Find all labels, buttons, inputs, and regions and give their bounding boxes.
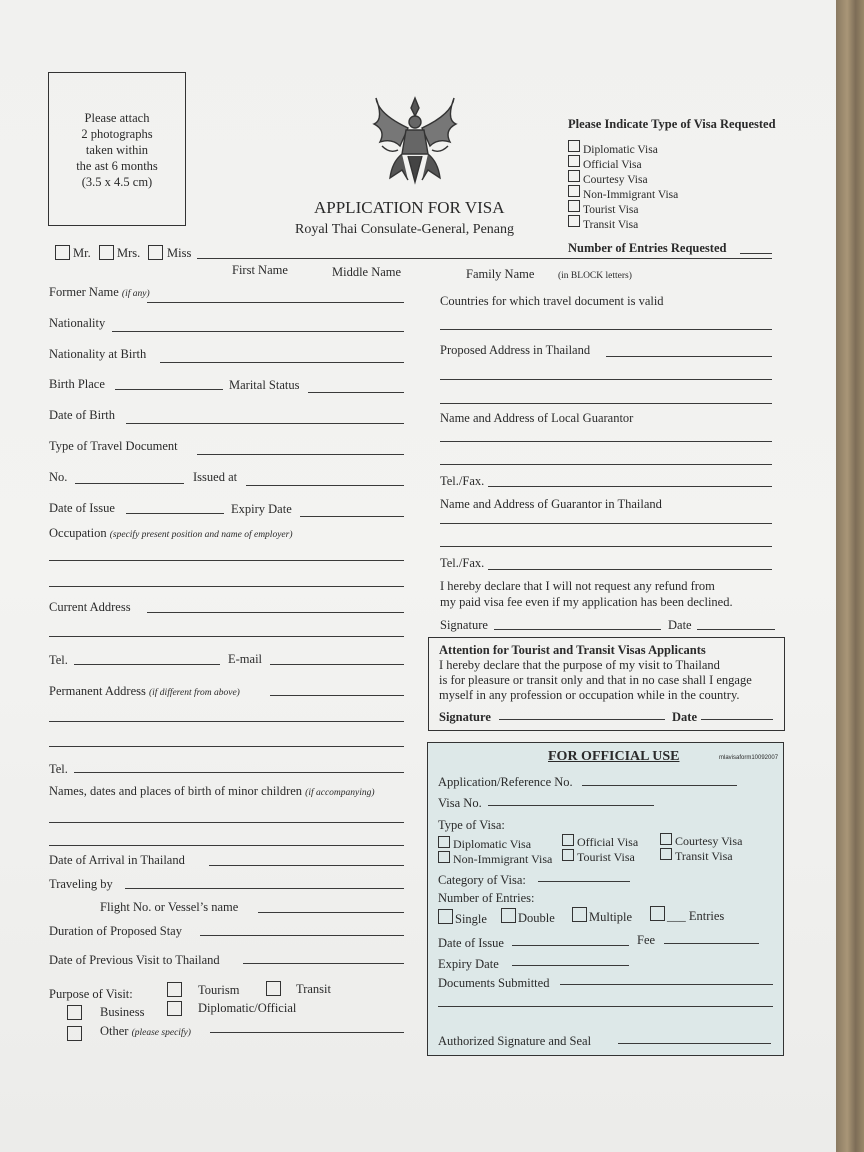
- visa-type-heading: Please Indicate Type of Visa Requested: [568, 117, 776, 131]
- attention-signature-field[interactable]: [499, 719, 665, 720]
- diplomatic-official-checkbox[interactable]: [167, 1001, 182, 1016]
- permanent-address-text: Permanent Address: [49, 684, 146, 698]
- number-of-entries-label: Number of Entries:: [438, 891, 535, 905]
- tel2-label: Tel.: [49, 762, 68, 776]
- countries-valid-field[interactable]: [440, 329, 772, 330]
- authorized-signature-label: Authorized Signature and Seal: [438, 1034, 592, 1048]
- transit-visa-label: Transit Visa: [583, 219, 639, 231]
- official-date-of-issue-label: Date of Issue: [438, 936, 504, 950]
- traveling-by-label: Traveling by: [49, 877, 113, 891]
- fee-label: Fee: [637, 933, 656, 947]
- arrival-date-label: Date of Arrival in Thailand: [49, 853, 185, 867]
- diplomatic-visa-checkbox[interactable]: [568, 140, 580, 152]
- occupation-label: [49, 526, 293, 542]
- mr-label: Mr.: [73, 246, 91, 260]
- guarantor-thailand-field-line2[interactable]: [440, 546, 772, 547]
- former-name-text: Former Name: [49, 285, 119, 299]
- previous-visit-label: Date of Previous Visit to Thailand: [49, 953, 220, 967]
- tourist-visa-checkbox[interactable]: [568, 200, 580, 212]
- former-name-label: [49, 285, 150, 301]
- family-name-label: Family Name: [466, 267, 535, 281]
- document-no-field[interactable]: [75, 483, 184, 484]
- transit-visa-checkbox[interactable]: [568, 215, 580, 227]
- nationality-at-birth-label: Nationality at Birth: [49, 347, 147, 361]
- birth-place-label: Birth Place: [49, 377, 105, 391]
- duration-of-stay-label: Duration of Proposed Stay: [49, 924, 182, 938]
- mrs-checkbox[interactable]: [99, 245, 114, 260]
- date-of-birth-label: Date of Birth: [49, 408, 115, 422]
- official-expiry-date-field[interactable]: [512, 965, 629, 966]
- attention-line2: is for pleasure or transit only and that in no case shall I engage: [439, 673, 752, 687]
- tourism-checkbox[interactable]: [167, 982, 182, 997]
- entries-requested-field[interactable]: [740, 253, 772, 254]
- telfax1-field[interactable]: [488, 486, 772, 487]
- multiple-entry-checkbox[interactable]: [572, 907, 587, 922]
- official-tourist-checkbox[interactable]: [562, 849, 574, 861]
- proposed-address-label: Proposed Address in Thailand: [440, 343, 591, 357]
- occupation-field-line2[interactable]: [49, 586, 404, 587]
- permanent-address-field-line2[interactable]: [49, 721, 404, 722]
- non-immigrant-visa-checkbox[interactable]: [568, 185, 580, 197]
- other-checkbox[interactable]: [67, 1026, 82, 1041]
- full-name-field[interactable]: [197, 258, 772, 259]
- current-address-label: Current Address: [49, 600, 131, 614]
- travel-document-type-field[interactable]: [197, 454, 404, 455]
- flight-vessel-label: Flight No. or Vessel’s name: [100, 900, 239, 914]
- entries-requested-label: Number of Entries Requested: [568, 241, 727, 255]
- category-of-visa-label: Category of Visa:: [438, 873, 526, 887]
- date-of-issue-field[interactable]: [126, 513, 224, 514]
- official-date-of-issue-field[interactable]: [512, 945, 629, 946]
- occupation-text: Occupation: [49, 526, 107, 540]
- other-purpose-field[interactable]: [210, 1032, 404, 1033]
- other-note: (please specify): [131, 1028, 191, 1038]
- local-guarantor-field-line1[interactable]: [440, 441, 772, 442]
- other-text: Other: [100, 1024, 129, 1038]
- diplomatic-visa-label: Diplomatic Visa: [583, 144, 658, 156]
- former-name-field[interactable]: [147, 302, 404, 303]
- telfax2-label: Tel./Fax.: [440, 556, 485, 570]
- minor-children-field-line2[interactable]: [49, 845, 404, 846]
- tourist-visa-label: Tourist Visa: [583, 204, 639, 216]
- minor-children-text: Names, dates and places of birth of minor children: [49, 784, 303, 798]
- diplomatic-official-label: Diplomatic/Official: [198, 1001, 297, 1015]
- occupation-field-line1[interactable]: [49, 560, 404, 561]
- non-immigrant-visa-label: Non-Immigrant Visa: [583, 189, 679, 201]
- wooden-desk-edge: [836, 0, 864, 1152]
- previous-visit-field[interactable]: [243, 963, 404, 964]
- authorized-signature-field[interactable]: [618, 1043, 771, 1044]
- block-letters-note: (in BLOCK letters): [558, 271, 632, 281]
- custom-entries-checkbox[interactable]: [650, 906, 665, 921]
- tel-field[interactable]: [74, 664, 220, 665]
- photo-attachment-box: [48, 72, 186, 226]
- form-title: APPLICATION FOR VISA: [314, 198, 505, 217]
- minor-children-field-line1[interactable]: [49, 822, 404, 823]
- permanent-address-field-line1[interactable]: [270, 695, 404, 696]
- expiry-date-label: Expiry Date: [231, 502, 292, 516]
- official-visa-checkbox[interactable]: [568, 155, 580, 167]
- guarantor-thailand-field-line1[interactable]: [440, 523, 772, 524]
- issued-at-label: Issued at: [193, 470, 238, 484]
- official-visa-label: Official Visa: [583, 159, 642, 171]
- photo-instruction-line4: the ast 6 months: [76, 159, 158, 173]
- attention-heading: Attention for Tourist and Transit Visas Applicants: [439, 643, 706, 657]
- official-tourist-label: Tourist Visa: [577, 850, 635, 864]
- flight-vessel-field[interactable]: [258, 912, 404, 913]
- local-guarantor-field-line2[interactable]: [440, 464, 772, 465]
- business-checkbox[interactable]: [67, 1005, 82, 1020]
- miss-checkbox[interactable]: [148, 245, 163, 260]
- category-of-visa-field[interactable]: [538, 881, 630, 882]
- official-courtesy-label: Courtesy Visa: [675, 834, 743, 848]
- current-address-field-line1[interactable]: [147, 612, 404, 613]
- double-entry-label: Double: [518, 911, 555, 925]
- birth-place-field[interactable]: [115, 389, 223, 390]
- official-type-of-visa-label: Type of Visa:: [438, 818, 505, 832]
- consulate-name: Royal Thai Consulate-General, Penang: [295, 222, 515, 237]
- marital-status-field[interactable]: [308, 392, 404, 393]
- photo-instruction-line5: (3.5 x 4.5 cm): [81, 175, 153, 189]
- official-non-immigrant-checkbox[interactable]: [438, 851, 450, 863]
- attention-date-label: Date: [672, 710, 697, 724]
- single-entry-label: Single: [455, 912, 487, 926]
- marital-status-label: Marital Status: [229, 378, 300, 392]
- official-non-immigrant-label: Non-Immigrant Visa: [453, 852, 553, 866]
- proposed-address-field-line1[interactable]: [606, 356, 772, 357]
- current-address-field-line2[interactable]: [49, 636, 404, 637]
- issued-at-field[interactable]: [246, 485, 404, 486]
- email-label: E-mail: [228, 652, 263, 666]
- tourist-transit-declaration-box: [428, 637, 785, 731]
- permanent-address-label: [49, 684, 240, 700]
- email-field[interactable]: [270, 664, 404, 665]
- date-of-issue-label: Date of Issue: [49, 501, 115, 515]
- official-diplomatic-label: Diplomatic Visa: [453, 837, 532, 851]
- fee-field[interactable]: [664, 943, 759, 944]
- duration-of-stay-field[interactable]: [200, 935, 404, 936]
- applicant-date-field[interactable]: [697, 629, 775, 630]
- mrs-label: Mrs.: [117, 246, 141, 260]
- documents-submitted-field-line1[interactable]: [560, 984, 773, 985]
- nationality-field[interactable]: [112, 331, 404, 332]
- expiry-date-field[interactable]: [300, 516, 404, 517]
- visa-no-field[interactable]: [488, 805, 654, 806]
- official-diplomatic-checkbox[interactable]: [438, 836, 450, 848]
- mr-checkbox[interactable]: [55, 245, 70, 260]
- refund-declaration-line1: I hereby declare that I will not request any refund from: [440, 579, 715, 593]
- courtesy-visa-checkbox[interactable]: [568, 170, 580, 182]
- attention-date-field[interactable]: [701, 719, 773, 720]
- documents-submitted-label: Documents Submitted: [438, 976, 550, 990]
- permanent-address-field-line3[interactable]: [49, 746, 404, 747]
- minor-children-note: (if accompanying): [305, 788, 375, 798]
- business-label: Business: [100, 1005, 145, 1019]
- official-expiry-date-label: Expiry Date: [438, 957, 499, 971]
- former-name-note: (if any): [121, 289, 150, 299]
- transit-label: Transit: [296, 982, 331, 996]
- telfax1-label: Tel./Fax.: [440, 474, 485, 488]
- photo-instruction-line2: 2 photographs: [81, 127, 153, 141]
- official-transit-label: Transit Visa: [675, 849, 733, 863]
- purpose-of-visit-label: Purpose of Visit:: [49, 987, 133, 1001]
- proposed-address-field-line2[interactable]: [440, 379, 772, 380]
- attention-line1: I hereby declare that the purpose of my visit to Thailand: [439, 658, 720, 672]
- applicant-date-label: Date: [668, 618, 692, 632]
- travel-document-type-label: Type of Travel Document: [49, 439, 178, 453]
- other-label: [100, 1024, 191, 1040]
- arrival-date-field[interactable]: [209, 865, 404, 866]
- official-courtesy-checkbox[interactable]: [660, 833, 672, 845]
- tourism-label: Tourism: [198, 983, 240, 997]
- local-guarantor-label: Name and Address of Local Guarantor: [440, 411, 634, 425]
- tel-label: Tel.: [49, 653, 68, 667]
- app-ref-field[interactable]: [582, 785, 737, 786]
- form-code: mlavisaform10092007: [719, 755, 779, 761]
- app-ref-label: Application/Reference No.: [438, 775, 573, 789]
- first-name-label: First Name: [232, 263, 288, 277]
- courtesy-visa-label: Courtesy Visa: [583, 174, 648, 186]
- official-official-checkbox[interactable]: [562, 834, 574, 846]
- visa-no-label: Visa No.: [438, 796, 482, 810]
- permanent-address-note: (if different from above): [148, 688, 240, 698]
- guarantor-thailand-label: Name and Address of Guarantor in Thailand: [440, 497, 662, 511]
- custom-entries-label: ___ Entries: [667, 909, 725, 923]
- double-entry-checkbox[interactable]: [501, 908, 516, 923]
- garuda-emblem-icon: [370, 94, 460, 186]
- multiple-entry-label: Multiple: [589, 910, 633, 924]
- traveling-by-field[interactable]: [125, 888, 404, 889]
- official-use-heading: FOR OFFICIAL USE: [548, 749, 680, 764]
- single-entry-checkbox[interactable]: [438, 909, 453, 924]
- telfax2-field[interactable]: [488, 569, 772, 570]
- photo-instruction-line3: taken within: [85, 143, 149, 157]
- transit-checkbox[interactable]: [266, 981, 281, 996]
- applicant-signature-label: Signature: [440, 618, 488, 632]
- applicant-signature-field[interactable]: [494, 629, 661, 630]
- attention-signature-label: Signature: [439, 710, 491, 724]
- photo-instruction-line1: Please attach: [84, 111, 150, 125]
- occupation-note: (specify present position and name of employer): [109, 530, 293, 540]
- countries-valid-label: Countries for which travel document is valid: [440, 294, 664, 308]
- nationality-at-birth-field[interactable]: [160, 362, 404, 363]
- document-no-label: No.: [49, 470, 68, 484]
- official-official-label: Official Visa: [577, 835, 639, 849]
- middle-name-label: Middle Name: [332, 265, 402, 279]
- proposed-address-field-line3[interactable]: [440, 403, 772, 404]
- attention-line3: myself in any profession or occupation while in the country.: [439, 688, 740, 702]
- official-use-box: [427, 742, 784, 1056]
- nationality-label: Nationality: [49, 316, 106, 330]
- refund-declaration-line2: my paid visa fee even if my application has been declined.: [440, 595, 733, 609]
- official-transit-checkbox[interactable]: [660, 848, 672, 860]
- tel2-field[interactable]: [74, 772, 404, 773]
- miss-label: Miss: [167, 246, 192, 260]
- minor-children-label: [49, 784, 375, 800]
- documents-submitted-field-line2[interactable]: [438, 1006, 773, 1007]
- date-of-birth-field[interactable]: [126, 423, 404, 424]
